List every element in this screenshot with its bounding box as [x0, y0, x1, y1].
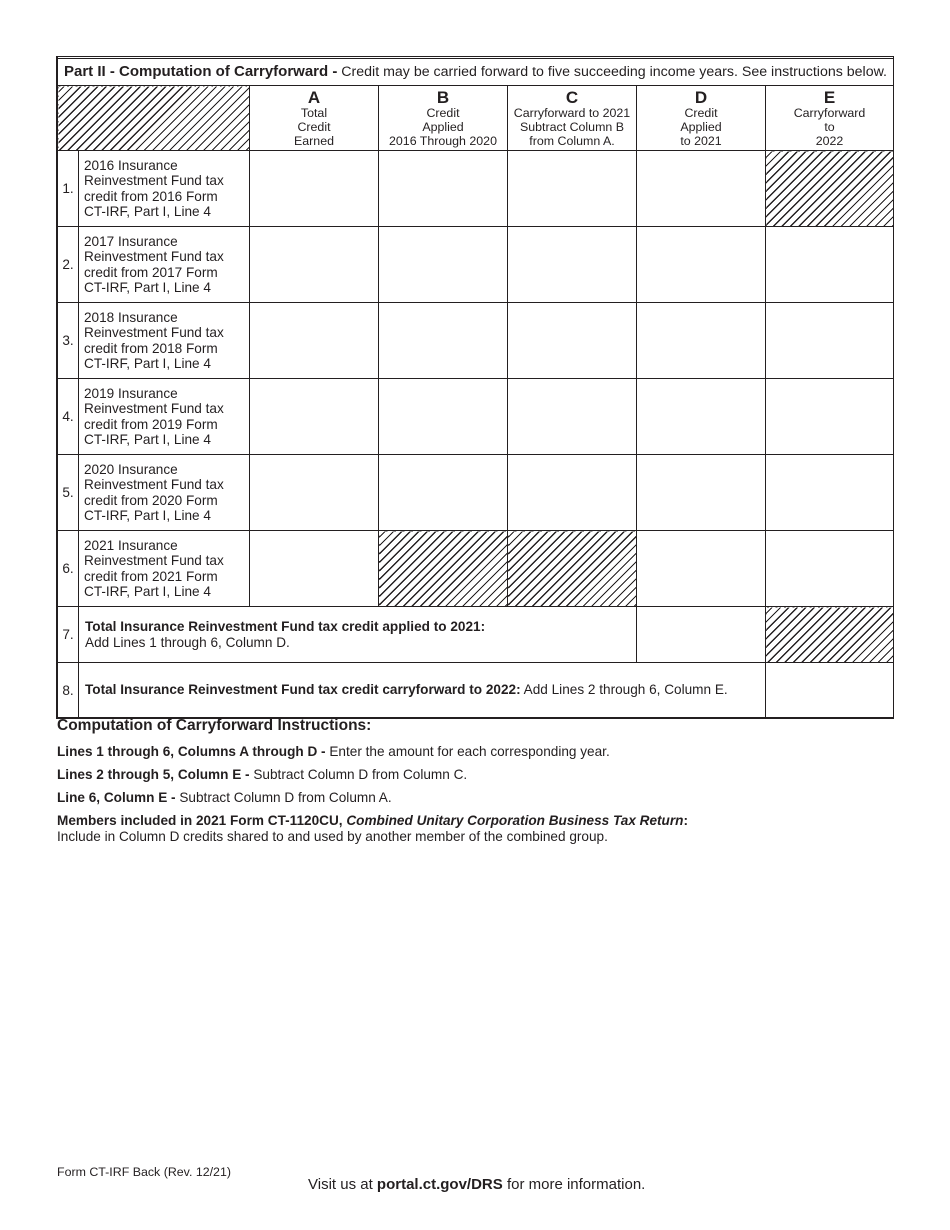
column-e-header [766, 86, 894, 151]
column-letter: A [307, 87, 321, 107]
table-row-line-5 [58, 455, 894, 531]
column-letter: C [565, 87, 579, 107]
line-4-column-a-field[interactable] [250, 379, 379, 455]
instruction-members [57, 813, 897, 845]
line-1-column-c-field[interactable] [508, 151, 637, 227]
desc-line: Reinvestment Fund tax [84, 249, 224, 265]
desc-line: CT-IRF, Part I, Line 4 [84, 507, 211, 523]
column-a-header [250, 86, 379, 151]
header-line: Carryforward [793, 105, 866, 120]
line-1-column-e-hatched [766, 151, 894, 227]
line-4-column-c-field[interactable] [508, 379, 637, 455]
instruction-text: Subtract Column D from Column C. [249, 767, 468, 782]
desc-line: CT-IRF, Part I, Line 4 [84, 355, 211, 371]
part-title-bold: Part II - Computation of Carryforward - [64, 62, 338, 80]
desc-line: Reinvestment Fund tax [84, 325, 224, 341]
line-3-column-d-field[interactable] [637, 303, 766, 379]
header-line: Total [300, 105, 328, 120]
header-line: 2022 [815, 133, 844, 148]
header-line: Credit [297, 119, 331, 134]
members-return-title: Combined Unitary Corporation Business Tax Return [346, 813, 684, 828]
instructions-heading: Computation of Carryforward Instructions: [57, 717, 372, 734]
line-1-column-a-field[interactable] [250, 151, 379, 227]
line-2-column-a-field[interactable] [250, 227, 379, 303]
part-ii-table [56, 56, 894, 719]
desc-line: 2016 Insurance [84, 157, 178, 173]
header-line: Applied [680, 119, 722, 134]
line-number: 1. [58, 151, 79, 227]
line-4-column-b-field[interactable] [379, 379, 508, 455]
desc-line: CT-IRF, Part I, Line 4 [84, 431, 211, 447]
line-7-bold-text: Total Insurance Reinvestment Fund tax credit applied to 2021: [85, 618, 486, 634]
header-line: 2016 Through 2020 [389, 133, 497, 148]
line-8-text: Add Lines 2 through 6, Column E. [520, 682, 728, 697]
desc-line: Reinvestment Fund tax [84, 173, 224, 189]
line-description [79, 531, 250, 607]
header-line: Applied [422, 119, 464, 134]
instruction-bold: Lines 2 through 5, Column E - [57, 767, 250, 782]
line-7-column-d-field[interactable] [637, 607, 766, 663]
line-2-column-b-field[interactable] [379, 227, 508, 303]
line-6-column-b-hatched [379, 531, 508, 607]
part-title-text: Credit may be carried forward to five succeeding income years. See instructions below. [337, 63, 887, 80]
table-row-line-4 [58, 379, 894, 455]
desc-line: credit from 2018 Form [84, 340, 218, 356]
line-5-column-a-field[interactable] [250, 455, 379, 531]
line-6-column-c-hatched [508, 531, 637, 607]
desc-line: credit from 2021 Form [84, 568, 218, 584]
line-description [79, 303, 250, 379]
header-line: from Column A. [529, 133, 615, 148]
column-c-header [508, 86, 637, 151]
line-5-column-e-field[interactable] [766, 455, 894, 531]
visit-pre: Visit us at [308, 1176, 377, 1193]
form-id-footer: Form CT-IRF Back (Rev. 12/21) [57, 1165, 231, 1179]
line-description [79, 151, 250, 227]
desc-line: Reinvestment Fund tax [84, 553, 224, 569]
line-description [79, 379, 250, 455]
line-4-column-e-field[interactable] [766, 379, 894, 455]
line-8-column-e-field[interactable] [766, 663, 894, 718]
instruction-text: Enter the amount for each corresponding year. [325, 744, 610, 759]
line-description [79, 455, 250, 531]
instruction-item [57, 790, 897, 806]
line-1-column-b-field[interactable] [379, 151, 508, 227]
desc-line: 2017 Insurance [84, 233, 178, 249]
line-number: 5. [58, 455, 79, 531]
line-number: 2. [58, 227, 79, 303]
desc-line: 2018 Insurance [84, 309, 178, 325]
header-line: Subtract Column B [520, 119, 624, 134]
visit-post: for more information. [502, 1176, 646, 1193]
line-5-column-b-field[interactable] [379, 455, 508, 531]
visit-us-footer [308, 1176, 645, 1193]
line-5-column-c-field[interactable] [508, 455, 637, 531]
desc-line: CT-IRF, Part I, Line 4 [84, 203, 211, 219]
line-2-column-c-field[interactable] [508, 227, 637, 303]
line-7-column-e-hatched [766, 607, 894, 663]
line-2-column-d-field[interactable] [637, 227, 766, 303]
column-letter: E [823, 87, 836, 107]
drs-website-link[interactable]: portal.ct.gov/DRS [376, 1176, 503, 1193]
table-row-line-7 [58, 607, 894, 663]
table-row-line-1 [58, 151, 894, 227]
line-5-column-d-field[interactable] [637, 455, 766, 531]
desc-line: Reinvestment Fund tax [84, 477, 224, 493]
table-row-line-2 [58, 227, 894, 303]
line-4-column-d-field[interactable] [637, 379, 766, 455]
line-number: 7. [58, 607, 79, 663]
line-description [79, 227, 250, 303]
members-bold: Members included in 2021 Form CT-1120CU, [57, 813, 347, 828]
desc-line: credit from 2020 Form [84, 492, 218, 508]
line-3-column-c-field[interactable] [508, 303, 637, 379]
instructions-section [57, 718, 897, 852]
line-7-description [79, 607, 637, 663]
desc-line: credit from 2019 Form [84, 416, 218, 432]
line-2-column-e-field[interactable] [766, 227, 894, 303]
members-text: Include in Column D credits shared to and used by another member of the combined group. [57, 829, 608, 844]
header-line: to 2021 [680, 133, 722, 148]
column-d-header [637, 86, 766, 151]
desc-line: CT-IRF, Part I, Line 4 [84, 279, 211, 295]
desc-line: credit from 2017 Form [84, 264, 218, 280]
table-row-line-8 [58, 663, 894, 718]
column-letter: D [694, 87, 708, 107]
line-number: 8. [58, 663, 79, 718]
line-number: 3. [58, 303, 79, 379]
header-hatched-corner [58, 86, 250, 151]
desc-line: 2021 Insurance [84, 537, 178, 553]
header-line: Credit [426, 105, 460, 120]
line-number: 4. [58, 379, 79, 455]
header-line: Carryforward to 2021 [513, 105, 631, 120]
members-colon: : [683, 813, 688, 828]
instruction-bold: Line 6, Column E - [57, 790, 176, 805]
line-8-bold-text: Total Insurance Reinvestment Fund tax credit carryforward to 2022: [85, 682, 521, 697]
line-8-description [79, 663, 766, 718]
instruction-text: Subtract Column D from Column A. [175, 790, 392, 805]
instruction-item [57, 767, 897, 783]
table-row-line-6 [58, 531, 894, 607]
desc-line: Reinvestment Fund tax [84, 401, 224, 417]
column-letter: B [436, 87, 450, 107]
desc-line: CT-IRF, Part I, Line 4 [84, 583, 211, 599]
line-3-column-e-field[interactable] [766, 303, 894, 379]
header-line: to [824, 119, 835, 134]
line-6-column-a-field[interactable] [250, 531, 379, 607]
line-3-column-a-field[interactable] [250, 303, 379, 379]
instruction-bold: Lines 1 through 6, Columns A through D - [57, 744, 326, 759]
desc-line: 2019 Insurance [84, 385, 178, 401]
part-ii-title [58, 57, 894, 86]
line-number: 6. [58, 531, 79, 607]
desc-line: credit from 2016 Form [84, 188, 218, 204]
header-line: Earned [294, 133, 334, 148]
desc-line: 2020 Insurance [84, 461, 178, 477]
line-6-column-d-field[interactable] [637, 531, 766, 607]
instruction-item [57, 744, 897, 760]
line-6-column-e-field[interactable] [766, 531, 894, 607]
header-line: Credit [684, 105, 718, 120]
line-7-text: Add Lines 1 through 6, Column D. [85, 634, 290, 650]
table-row-line-3 [58, 303, 894, 379]
line-1-column-d-field[interactable] [637, 151, 766, 227]
column-b-header [379, 86, 508, 151]
line-3-column-b-field[interactable] [379, 303, 508, 379]
